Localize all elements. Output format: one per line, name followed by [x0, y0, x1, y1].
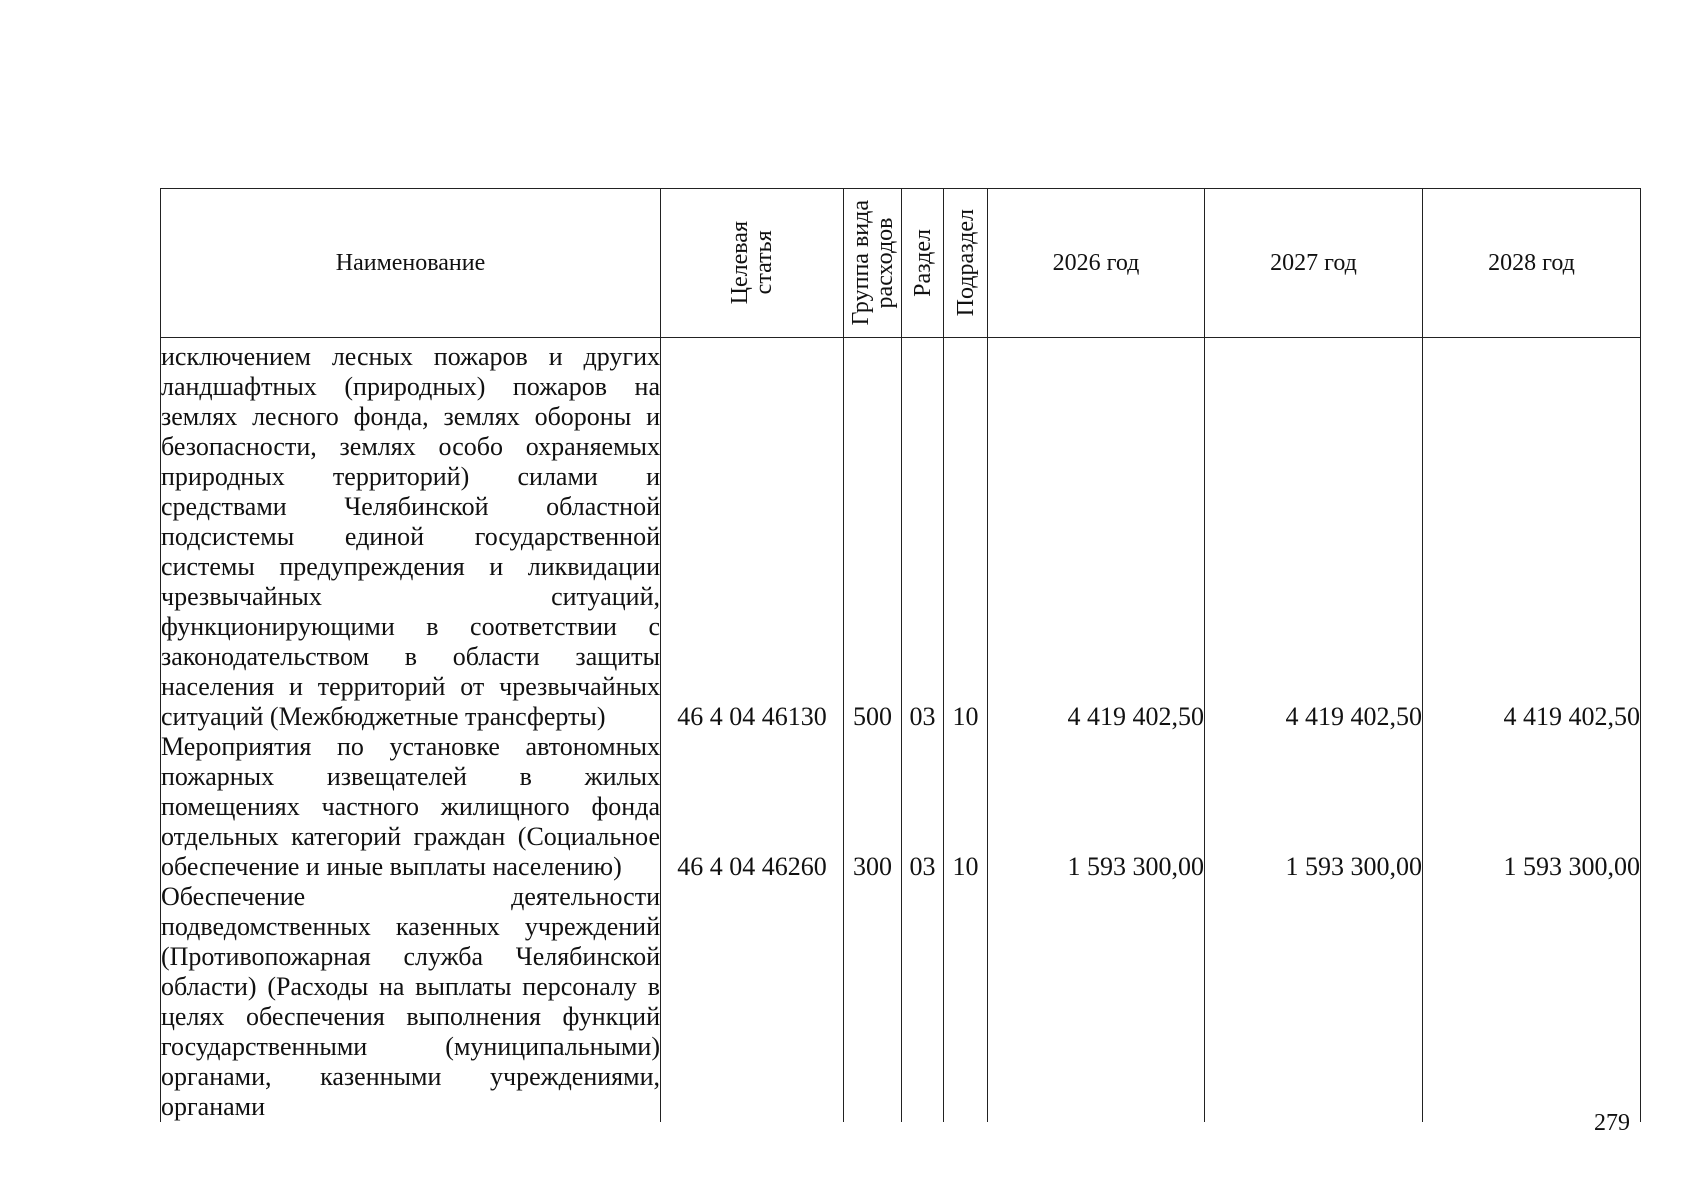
table-row: [161, 732, 1641, 882]
table-row: [161, 882, 1641, 1122]
row-amount-2026: [988, 882, 1205, 1122]
budget-table: [160, 188, 1641, 1122]
row-amount-2028: 4 419 402,50: [1423, 338, 1641, 733]
row-target-article: [661, 882, 844, 1122]
table-row: [161, 338, 1641, 733]
header-row: [161, 189, 1641, 338]
row-section: 03: [902, 338, 944, 733]
row-expense-group: 300: [844, 732, 902, 882]
row-amount-2026: 4 419 402,50: [988, 338, 1205, 733]
row-section: 03: [902, 732, 944, 882]
row-target-article: 46 4 04 46130: [661, 338, 844, 733]
row-amount-2028: [1423, 882, 1641, 1122]
row-amount-2026: 1 593 300,00: [988, 732, 1205, 882]
row-name: Обеспечение деятельности подведомственных казенных учреждений (Противопожарная служба Челябинской области) (Расходы на выплаты персоналу в целях обеспечения выполнения функций государственными (муниципальными) органами, казенными учреждениями, органами: [161, 882, 660, 1121]
row-subsection: 10: [944, 338, 988, 733]
header-2028: 2028 год: [1423, 189, 1641, 338]
page-number: 279: [1594, 1110, 1630, 1136]
row-name: Мероприятия по установке автономных пожарных извещателей в жилых помещениях частного жилищного фонда отдельных категорий граждан (Социальное обеспечение и иные выплаты населению): [161, 732, 660, 881]
row-amount-2027: [1205, 882, 1423, 1122]
row-target-article: 46 4 04 46260: [661, 732, 844, 882]
header-name: Наименование: [161, 189, 661, 338]
row-subsection: 10: [944, 732, 988, 882]
row-amount-2028: 1 593 300,00: [1423, 732, 1641, 882]
row-amount-2027: 1 593 300,00: [1205, 732, 1423, 882]
header-target-article: Целевая статья: [661, 189, 844, 338]
header-expense-group: Группа вида расходов: [844, 189, 902, 338]
row-name: исключением лесных пожаров и других ландшафтных (природных) пожаров на землях лесного фонда, землях обороны и безопасности, землях особо охраняемых природных территорий) силами и средствами Челябинской областной подсистемы единой государственной системы предупреждения и ликвидации чрезвычайных ситуаций, функционирующими в соответствии с законодательством в области защиты населения и территорий от чрезвычайных ситуаций (Межбюджетные трансферты): [161, 338, 661, 733]
row-amount-2027: 4 419 402,50: [1205, 338, 1423, 733]
header-2026: 2026 год: [988, 189, 1205, 338]
header-subsection: Подраздел: [944, 189, 988, 338]
row-expense-group: [844, 882, 902, 1122]
header-section: Раздел: [902, 189, 944, 338]
header-2027: 2027 год: [1205, 189, 1423, 338]
row-section: [902, 882, 944, 1122]
row-expense-group: 500: [844, 338, 902, 733]
row-subsection: [944, 882, 988, 1122]
